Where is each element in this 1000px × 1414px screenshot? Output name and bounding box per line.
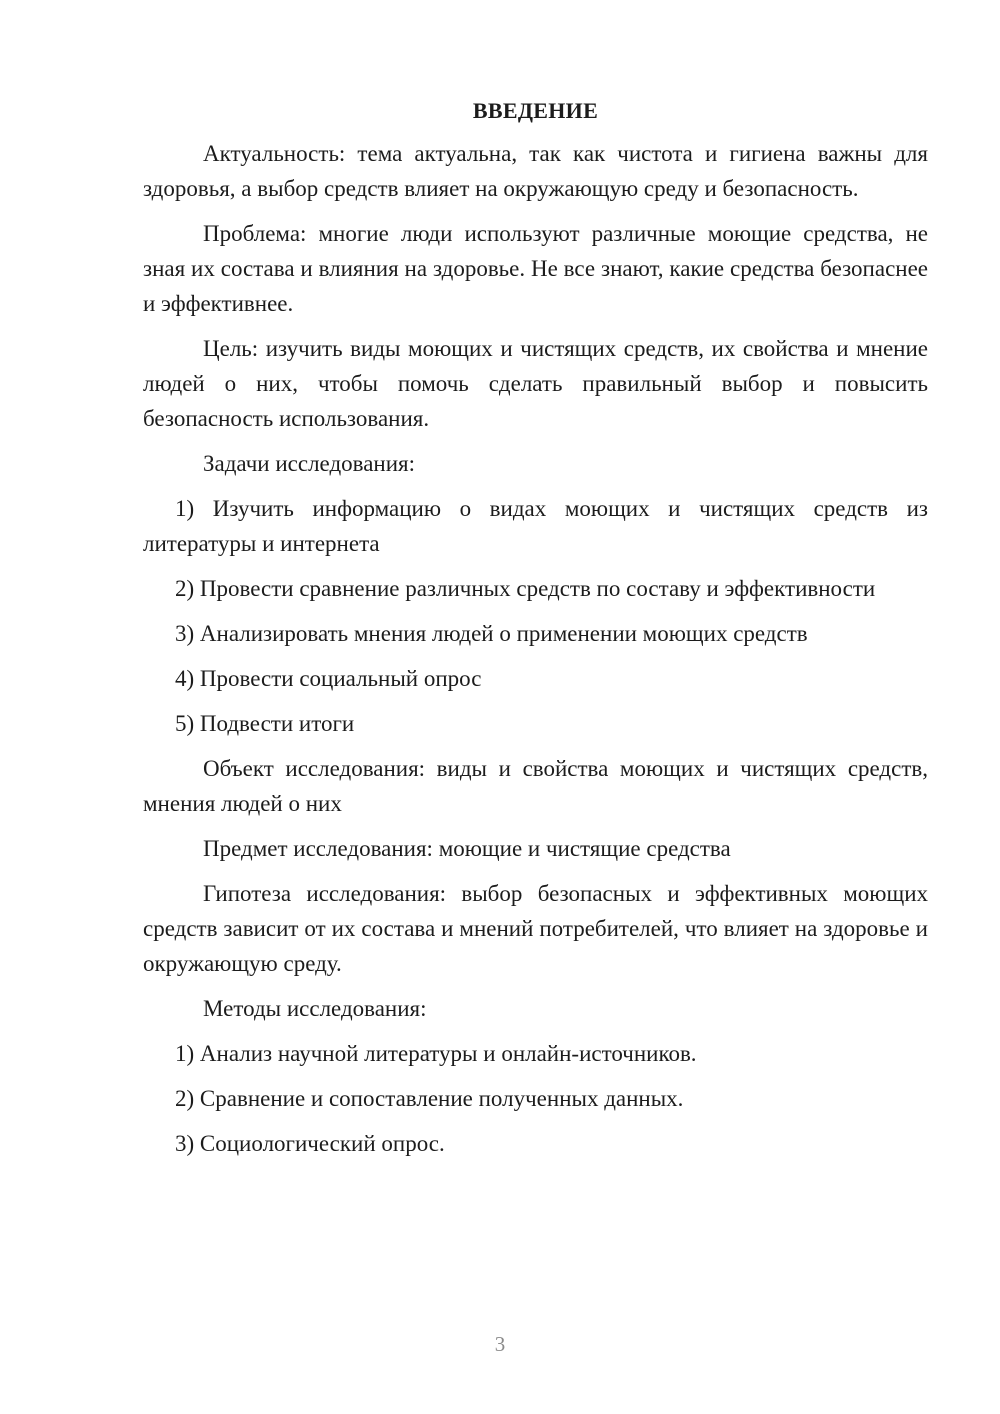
hypothesis-paragraph: Гипотеза исследования: выбор безопасных и эффективных моющих средств зависит от их состава и мнений потребителей, что влияет на здоровье и окружающую среду. (143, 881, 928, 976)
task-item: 2) Провести сравнение различных средств по составу и эффективности (175, 576, 876, 601)
page-number: 3 (494, 1332, 506, 1356)
goal-paragraph: Цель: изучить виды моющих и чистящих средств, их свойства и мнение людей о них, чтобы помочь сделать правильный выбор и повысить безопасность использования. (143, 336, 928, 431)
task-item: 4) Провести социальный опрос (175, 666, 482, 691)
section-title: ВВЕДЕНИЕ (472, 98, 599, 123)
page-content (143, 96, 928, 1171)
task-item: 5) Подвести итоги (175, 711, 355, 736)
methods-heading: Методы исследования: (203, 996, 427, 1021)
object-paragraph: Объект исследования: виды и свойства моющих и чистящих средств, мнения людей о них (143, 756, 928, 816)
method-item: 2) Сравнение и сопоставление полученных данных. (175, 1086, 684, 1111)
method-item: 3) Социологический опрос. (175, 1131, 445, 1156)
task-item: 3) Анализировать мнения людей о применении моющих средств (175, 621, 808, 646)
method-item: 1) Анализ научной литературы и онлайн-источников. (175, 1041, 697, 1066)
subject-paragraph: Предмет исследования: моющие и чистящие средства (203, 836, 731, 861)
problem-paragraph: Проблема: многие люди используют различные моющие средства, не зная их состава и влияния на здоровье. Не все знают, какие средства безопаснее и эффективнее. (143, 221, 928, 316)
tasks-heading: Задачи исследования: (203, 451, 416, 476)
task-item: 1) Изучить информацию о видах моющих и чистящих средств из литературы и интернета (143, 496, 928, 556)
relevance-paragraph: Актуальность: тема актуальна, так как чистота и гигиена важны для здоровья, а выбор средств влияет на окружающую среду и безопасность. (143, 141, 928, 201)
